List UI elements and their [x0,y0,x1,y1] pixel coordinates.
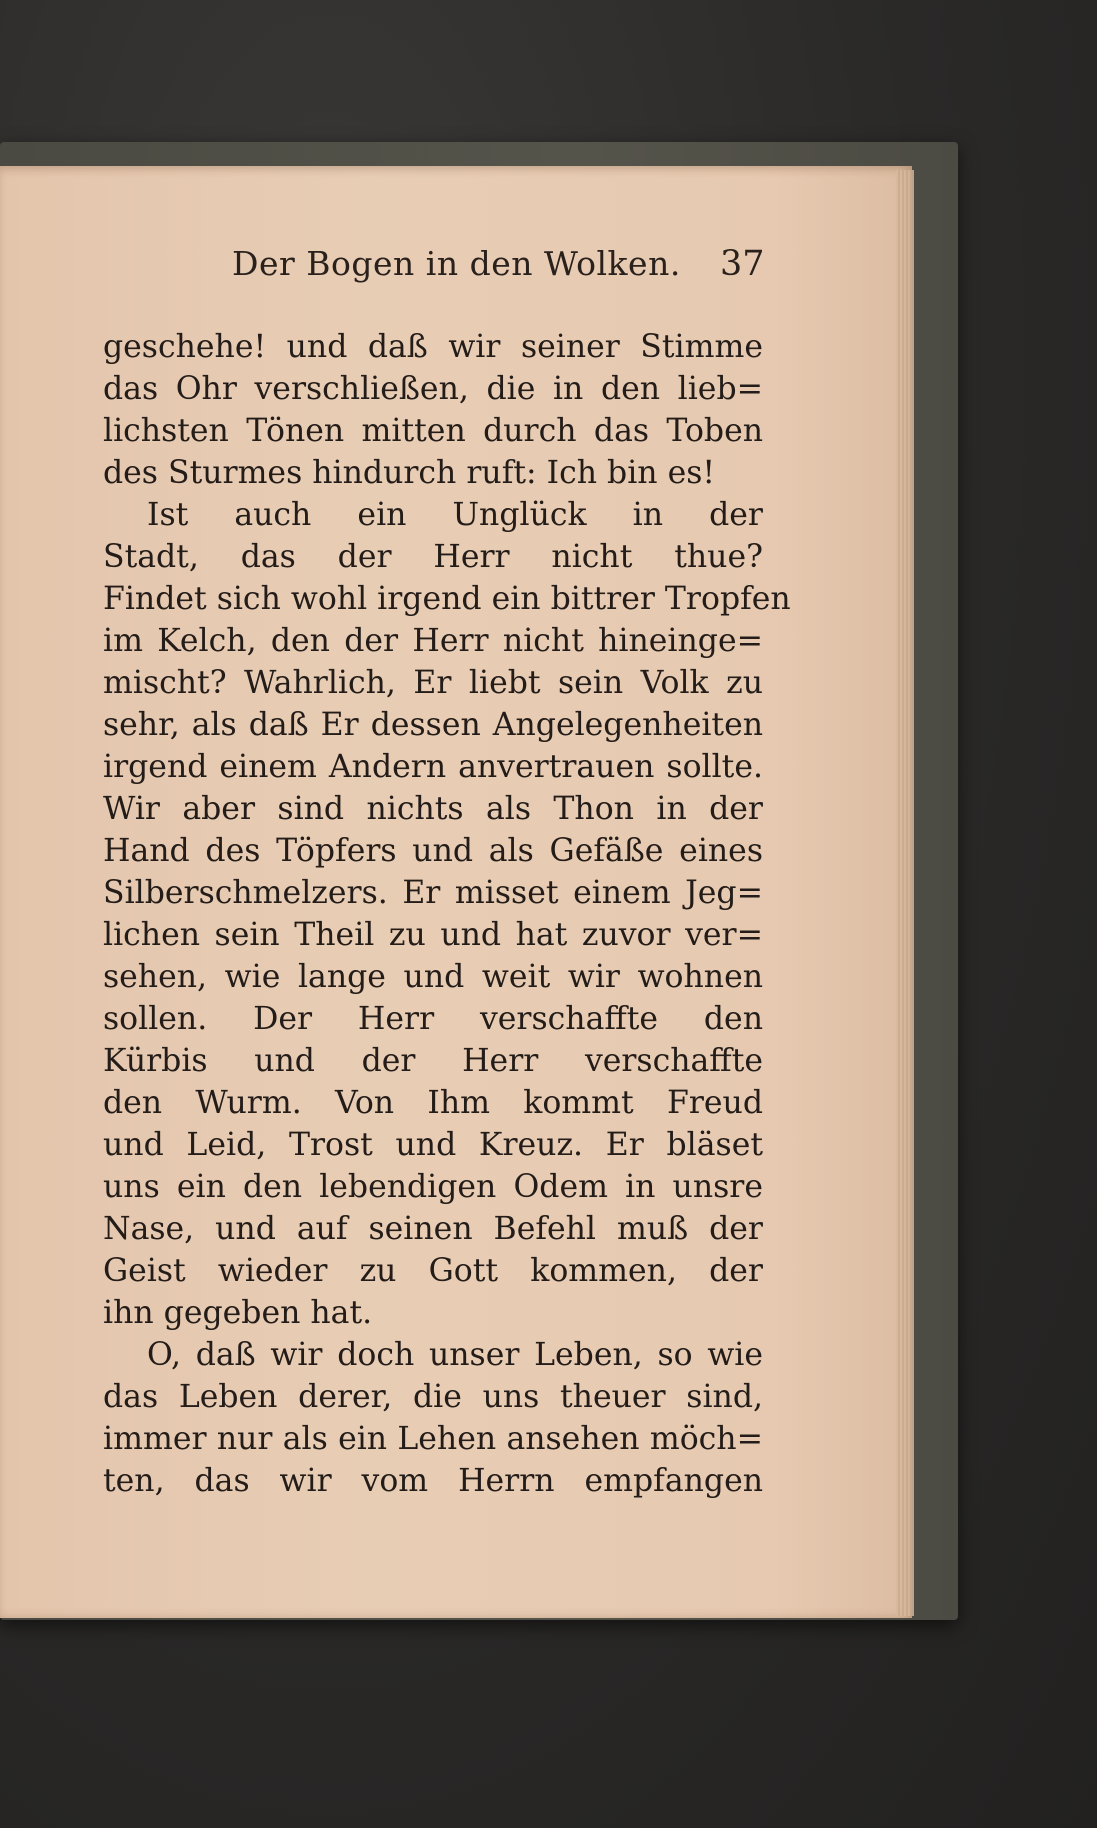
text-line: des Sturmes hindurch ruft: Ich bin es! [103,455,716,491]
text-line: O, daß wir doch unser Leben, so wie [147,1337,763,1373]
text-line: immer nur als ein Lehen ansehen möch= [103,1421,763,1457]
text-line: ihn gegeben hat. [103,1295,373,1331]
text-line: Geist wieder zu Gott kommen, der [103,1253,763,1289]
running-head: Der Bogen in den Wolken. [232,244,681,283]
text-line: das Leben derer, die uns theuer sind, [103,1379,763,1415]
text-line: den Wurm. Von Ihm kommt Freud [103,1085,763,1121]
page-header [0,244,912,294]
text-line: sehr, als daß Er dessen Angelegenheiten [103,707,763,743]
page-edges [896,170,914,1616]
text-line: mischt? Wahrlich, Er liebt sein Volk zu [103,665,763,701]
text-line: Nase, und auf seinen Befehl muß der [103,1211,763,1247]
text-line: im Kelch, den der Herr nicht hineinge= [103,623,763,659]
text-line: sollen. Der Herr verschaffte den [103,1001,763,1037]
text-line: Silberschmelzers. Er misset einem Jeg= [103,875,763,911]
text-line: lichsten Tönen mitten durch das Toben [103,413,763,449]
text-line: irgend einem Andern anvertrauen sollte. [103,749,763,785]
text-line: Kürbis und der Herr verschaffte [103,1043,763,1079]
text-line: und Leid, Trost und Kreuz. Er bläset [103,1127,763,1163]
text-line: Stadt, das der Herr nicht thue? [103,539,763,575]
text-line: Hand des Töpfers und als Gefäße eines [103,833,763,869]
text-line: uns ein den lebendigen Odem in unsre [103,1169,763,1205]
text-line: sehen, wie lange und weit wir wohnen [103,959,763,995]
page-number: 37 [720,244,765,284]
text-line: Findet sich wohl irgend ein bittrer Tropfen [103,581,791,617]
text-line: ten, das wir vom Herrn empfangen [103,1463,763,1499]
text-line: lichen sein Theil zu und hat zuvor ver= [103,917,763,953]
text-line: Wir aber sind nichts als Thon in der [103,791,763,827]
text-line: das Ohr verschließen, die in den lieb= [103,371,763,407]
text-line: Ist auch ein Unglück in der [147,497,763,533]
text-line: geschehe! und daß wir seiner Stimme [103,329,763,365]
body-text [103,326,791,1502]
